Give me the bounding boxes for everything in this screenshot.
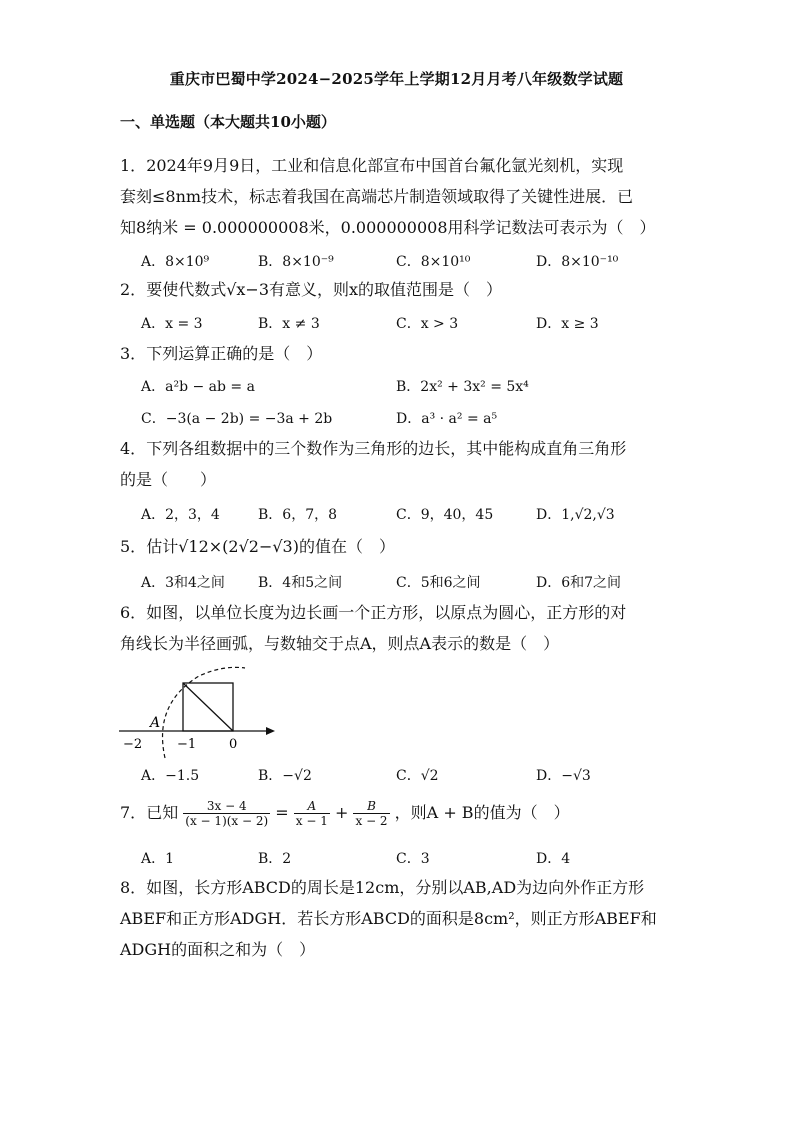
option-b[interactable]: B．6，7，8: [258, 507, 338, 523]
question-text: ，则A + B的值为（ ）: [394, 803, 570, 822]
option-b[interactable]: B．−√2: [258, 768, 312, 784]
equals-sign: =: [275, 803, 289, 822]
question-line: 的是（ ）: [120, 470, 217, 489]
question-4: [120, 433, 680, 495]
arrow-icon: [266, 727, 275, 735]
fraction-1: $\frac{3x - 4}{(x - 1)(x - 2)}$: [185, 799, 269, 828]
option-d[interactable]: D．4: [536, 851, 571, 867]
tick-label: 0: [229, 737, 238, 752]
question-line: 要使代数式√x−3有意义，则x的取值范围是（ ）: [146, 280, 503, 299]
number-line-figure: [113, 664, 283, 760]
option-a[interactable]: A．a²b − ab = a: [141, 379, 255, 395]
question-5: [120, 531, 680, 562]
question-line: 如图，以单位长度为边长画一个正方形，以原点为圆心，正方形的对: [146, 603, 627, 622]
fraction-2: $\frac{A}{x - 1}$: [295, 799, 328, 828]
option-a[interactable]: A．3和4之间: [141, 575, 225, 591]
question-line: 下列各组数据中的三个数作为三角形的边长，其中能构成直角三角形: [146, 439, 627, 458]
fraction-3: $\frac{B}{x - 2}$: [355, 799, 388, 828]
option-b[interactable]: B．2: [258, 851, 292, 867]
question-number: 5．: [120, 537, 147, 556]
tick-label: −1: [177, 737, 197, 752]
question-line: 2024年9月9日，工业和信息化部宣布中国首台氟化氩光刻机，实现: [146, 156, 624, 175]
page-title: 重庆市巴蜀中学2024−2025学年上学期12月月考八年级数学试题: [169, 70, 624, 88]
option-d[interactable]: D．8×10⁻¹⁰: [536, 254, 619, 270]
option-b[interactable]: B．8×10⁻⁹: [258, 254, 334, 270]
section-heading: 一、单选题（本大题共10小题）: [120, 113, 336, 131]
option-a[interactable]: A．x = 3: [141, 316, 203, 332]
option-d[interactable]: D．1,√2,√3: [536, 507, 615, 523]
question-text: 已知: [146, 803, 179, 822]
option-b[interactable]: B．x ≠ 3: [258, 316, 320, 332]
question-line: 套刻≤8nm技术，标志着我国在高端芯片制造领域取得了关键性进展．已: [120, 187, 634, 206]
question-line: 估计√12×(2√2−√3)的值在（ ）: [146, 537, 395, 556]
option-d[interactable]: D．−√3: [536, 768, 591, 784]
option-d[interactable]: D．6和7之间: [536, 575, 622, 591]
option-c[interactable]: C．√2: [396, 768, 439, 784]
option-a[interactable]: A．2，3，4: [141, 507, 220, 523]
question-line: ADGH的面积之和为（ ）: [120, 940, 316, 959]
option-c[interactable]: C．8×10¹⁰: [396, 254, 471, 270]
option-a[interactable]: A．1: [141, 851, 175, 867]
option-a[interactable]: A．8×10⁹: [141, 254, 210, 270]
option-c[interactable]: C．x > 3: [396, 316, 459, 332]
question-3: [120, 338, 680, 369]
question-2: [120, 274, 680, 305]
option-b[interactable]: B．4和5之间: [258, 575, 343, 591]
question-line: 知8纳米 = 0.000000008米，0.000000008用科学记数法可表示为（ ）: [120, 218, 656, 237]
question-1: [120, 150, 680, 243]
question-number: 6．: [120, 603, 147, 622]
option-b[interactable]: B．2x² + 3x² = 5x⁴: [396, 379, 529, 395]
option-a[interactable]: A．−1.5: [141, 768, 200, 784]
square-diagonal: [183, 683, 233, 731]
option-d[interactable]: D．x ≥ 3: [536, 316, 599, 332]
option-c[interactable]: C．−3(a − 2b) = −3a + 2b: [141, 411, 333, 427]
plus-sign: +: [334, 803, 349, 822]
question-number: 7．: [120, 803, 147, 822]
question-6: [120, 597, 680, 659]
question-number: 3．: [120, 344, 147, 363]
question-number: 2．: [120, 280, 147, 299]
tick-label: −2: [123, 737, 143, 752]
option-c[interactable]: C．5和6之间: [396, 575, 481, 591]
question-line: ABEF和正方形ADGH．若长方形ABCD的面积是8cm²，则正方形ABEF和: [120, 909, 657, 928]
question-number: 1．: [120, 156, 147, 175]
question-number: 8．: [120, 878, 147, 897]
point-a-label: A: [150, 715, 161, 731]
question-line: 如图，长方形ABCD的周长是12cm，分别以AB,AD为边向外作正方形: [146, 878, 645, 897]
question-7: [120, 797, 680, 828]
question-line: 下列运算正确的是（ ）: [146, 344, 323, 363]
question-line: 角线长为半径画弧，与数轴交于点A，则点A表示的数是（ ）: [120, 634, 560, 653]
option-d[interactable]: D．a³ · a² = a⁵: [396, 411, 498, 427]
question-8: [120, 872, 680, 965]
option-c[interactable]: C．9，40，45: [396, 507, 494, 523]
option-c[interactable]: C．3: [396, 851, 430, 867]
question-number: 4．: [120, 439, 147, 458]
